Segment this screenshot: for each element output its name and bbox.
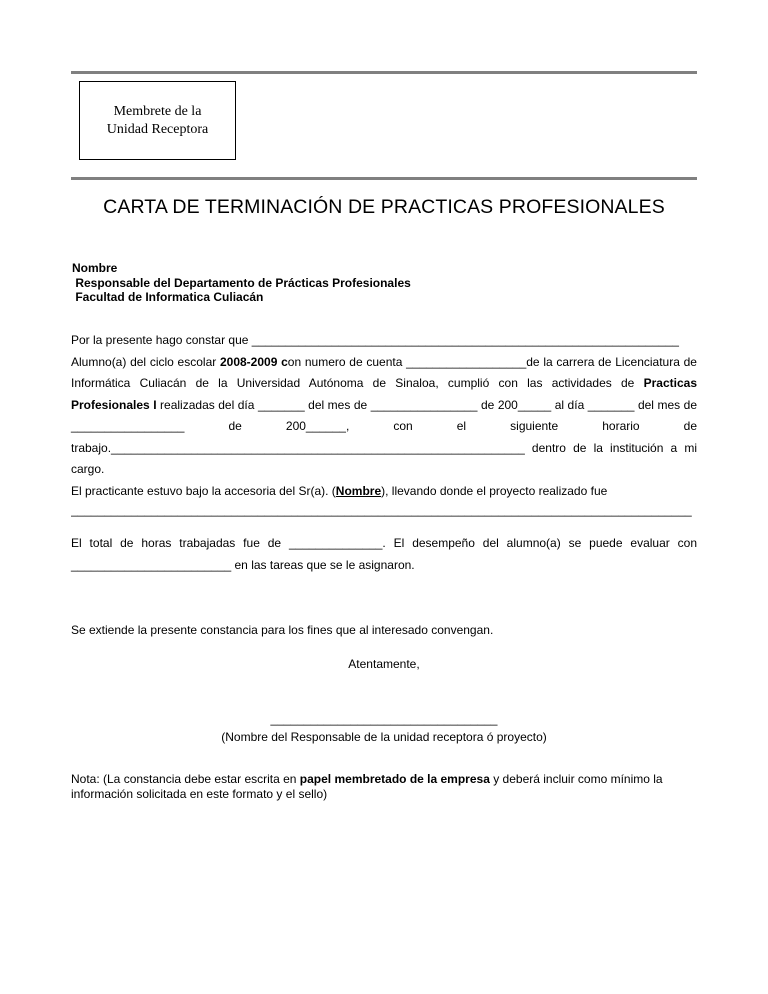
project-text: ), llevando donde el proyecto realizado fue [381,483,608,498]
certify-line: Por la presente hago constar que ________________________________________________________________ [71,333,679,347]
hours-text: El total de horas trabajadas fue de ______________. El desempeño del alumno(a) se puede evaluar con ________________________ en las tareas que se le asignaron. [71,536,697,572]
letterhead-line-2: Unidad Receptora [106,121,209,137]
letterhead-box [79,81,236,160]
note-emphasis: papel membretado de la empresa [299,772,490,786]
student-details [71,352,697,481]
note-text [71,772,697,802]
signature-line: __________________________________ [270,712,498,726]
signature-label: (Nombre del Responsable de la unidad receptora ó proyecto) [221,730,547,744]
recipient-position: Responsable del Departamento de Prácticas Profesionales [72,275,411,290]
document-title: CARTA DE TERMINACIÓN DE PRACTICAS PROFESIONALES [103,196,665,218]
student-cycle-label: Alumno(a) del ciclo escolar [71,354,220,369]
school-cycle: 2008-2009 c [219,354,288,369]
hours-paragraph [71,532,697,576]
middle-rule [71,177,697,180]
recipient-name: Nombre [72,261,118,275]
recipient-faculty: Facultad de Informatica Culiacán [72,290,264,304]
top-rule [71,71,697,74]
certificate-paragraph [71,330,697,518]
advisor-text: El practicante estuvo bajo la accesoria del Sr(a). ( [71,483,336,498]
note-end: y deberá incluir como mínimo la información solicitada en este formato y el sello) [71,772,663,801]
practice-dates-text: realizadas del día _______ del mes de ________________ de 200_____ al día _______ del mes de _________________ de 200______, con el siguiente horario de trabajo.______________________________________________________________ dentro de la institución a mi cargo. [71,397,697,476]
project-blank-line: _____________________________________________________________________________________________ [71,503,692,517]
recipient-block [72,261,411,305]
regards-text: Atentamente, [348,657,420,671]
letterhead-line-1: Membrete de la [113,103,202,119]
student-details-text: on numero de cuenta __________________de la carrera de Licenciatura de Informática Culiacán de la Universidad Autónoma de Sinaloa, cumplió con las actividades de [71,354,697,390]
advisor-name: Nombre [335,483,382,498]
practice-name: Practicas Profesionales I [71,376,697,412]
closing-text: Se extiende la presente constancia para los fines que al interesado convengan. [71,623,494,637]
advisor-line [71,481,697,503]
note-start: Nota: (La constancia debe estar escrita en [71,772,300,786]
